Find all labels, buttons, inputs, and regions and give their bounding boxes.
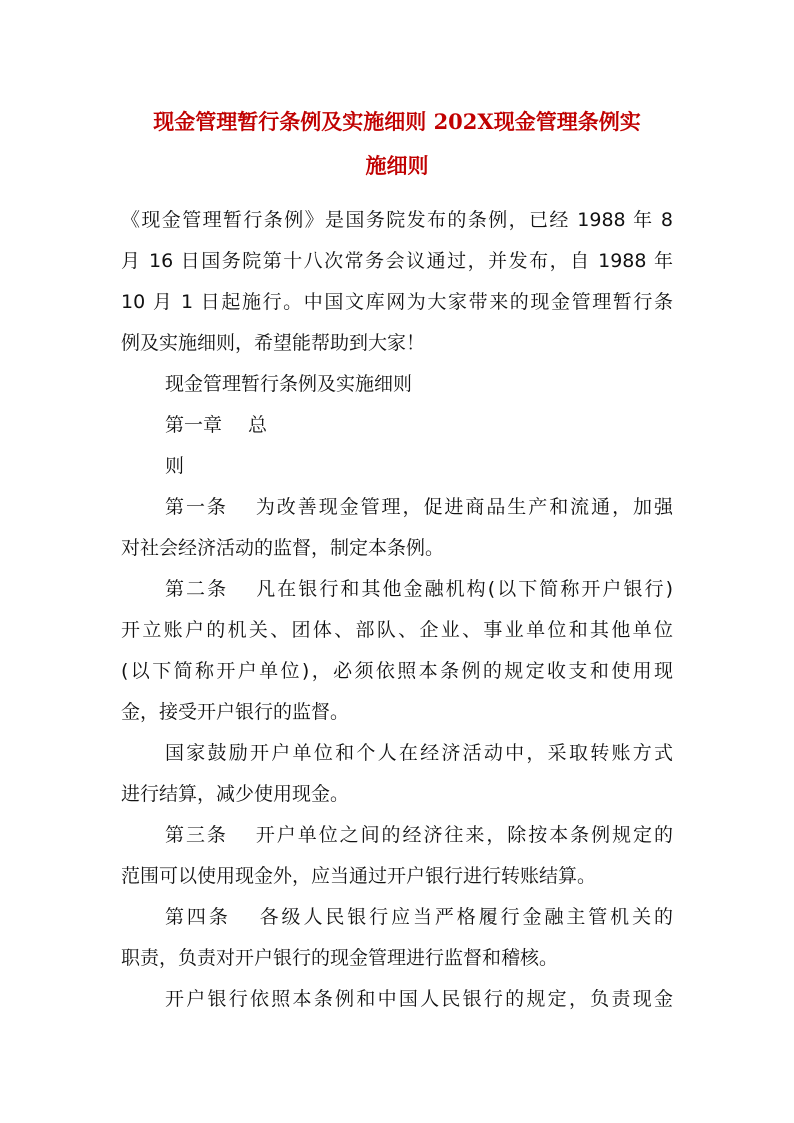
- article-number: 第一条: [165, 496, 228, 518]
- subtitle-line: 现金管理暂行条例及实施细则: [165, 373, 413, 395]
- article-line: [121, 487, 673, 528]
- article-number: 第四条: [165, 906, 231, 928]
- body-line: 月 16 日国务院第十八次常务会议通过，并发布，自 1988 年: [121, 250, 673, 272]
- article-line: [121, 897, 673, 938]
- body-line: (以下简称开户单位)，必须依照本条例的规定收支和使用现: [121, 660, 673, 682]
- body-line: 开户银行依照本条例和中国人民银行的规定，负责现金: [165, 988, 673, 1010]
- body-line: 进行结算，减少使用现金。: [121, 783, 350, 805]
- document-body: [121, 200, 673, 1020]
- body-line: 例及实施细则，希望能帮助到大家！: [121, 332, 426, 354]
- chapter-heading: [121, 405, 673, 446]
- article-line: [121, 569, 673, 610]
- body-line: 职责，负责对开户银行的现金管理进行监督和稽核。: [121, 947, 559, 969]
- article-text: 为改善现金管理，促进商品生产和流通，加强: [253, 496, 673, 518]
- body-line: 10 月 1 日起施行。中国文库网为大家带来的现金管理暂行条: [121, 291, 673, 313]
- body-line: 金，接受开户银行的监督。: [121, 701, 350, 723]
- title-line-1: 现金管理暂行条例及实施细则 202X现金管理条例实: [153, 109, 641, 134]
- chapter-number: 第一章: [165, 414, 223, 436]
- body-line: 开立账户的机关、团体、部队、企业、事业单位和其他单位: [121, 619, 673, 641]
- article-number: 第三条: [165, 824, 228, 846]
- article-text: 凡在银行和其他金融机构(以下简称开户银行): [254, 578, 673, 600]
- article-line: [121, 815, 673, 856]
- title-line-2: 施细则: [365, 153, 429, 178]
- article-text: 开户单位之间的经济往来，除按本条例规定的: [253, 824, 673, 846]
- article-number: 第二条: [165, 578, 229, 600]
- body-line: 国家鼓励开户单位和个人在经济活动中，采取转账方式: [165, 742, 673, 764]
- body-line: 范围可以使用现金外，应当通过开户银行进行转账结算。: [121, 865, 597, 887]
- document-title: [118, 100, 676, 188]
- chapter-title-part-1: 总: [248, 414, 268, 436]
- chapter-title-part-2: 则: [165, 455, 185, 477]
- article-text: 各级人民银行应当严格履行金融主管机关的: [256, 906, 673, 928]
- body-line: 《现金管理暂行条例》是国务院发布的条例，已经 1988 年 8: [121, 209, 673, 231]
- body-line: 对社会经济活动的监督，制定本条例。: [121, 537, 445, 559]
